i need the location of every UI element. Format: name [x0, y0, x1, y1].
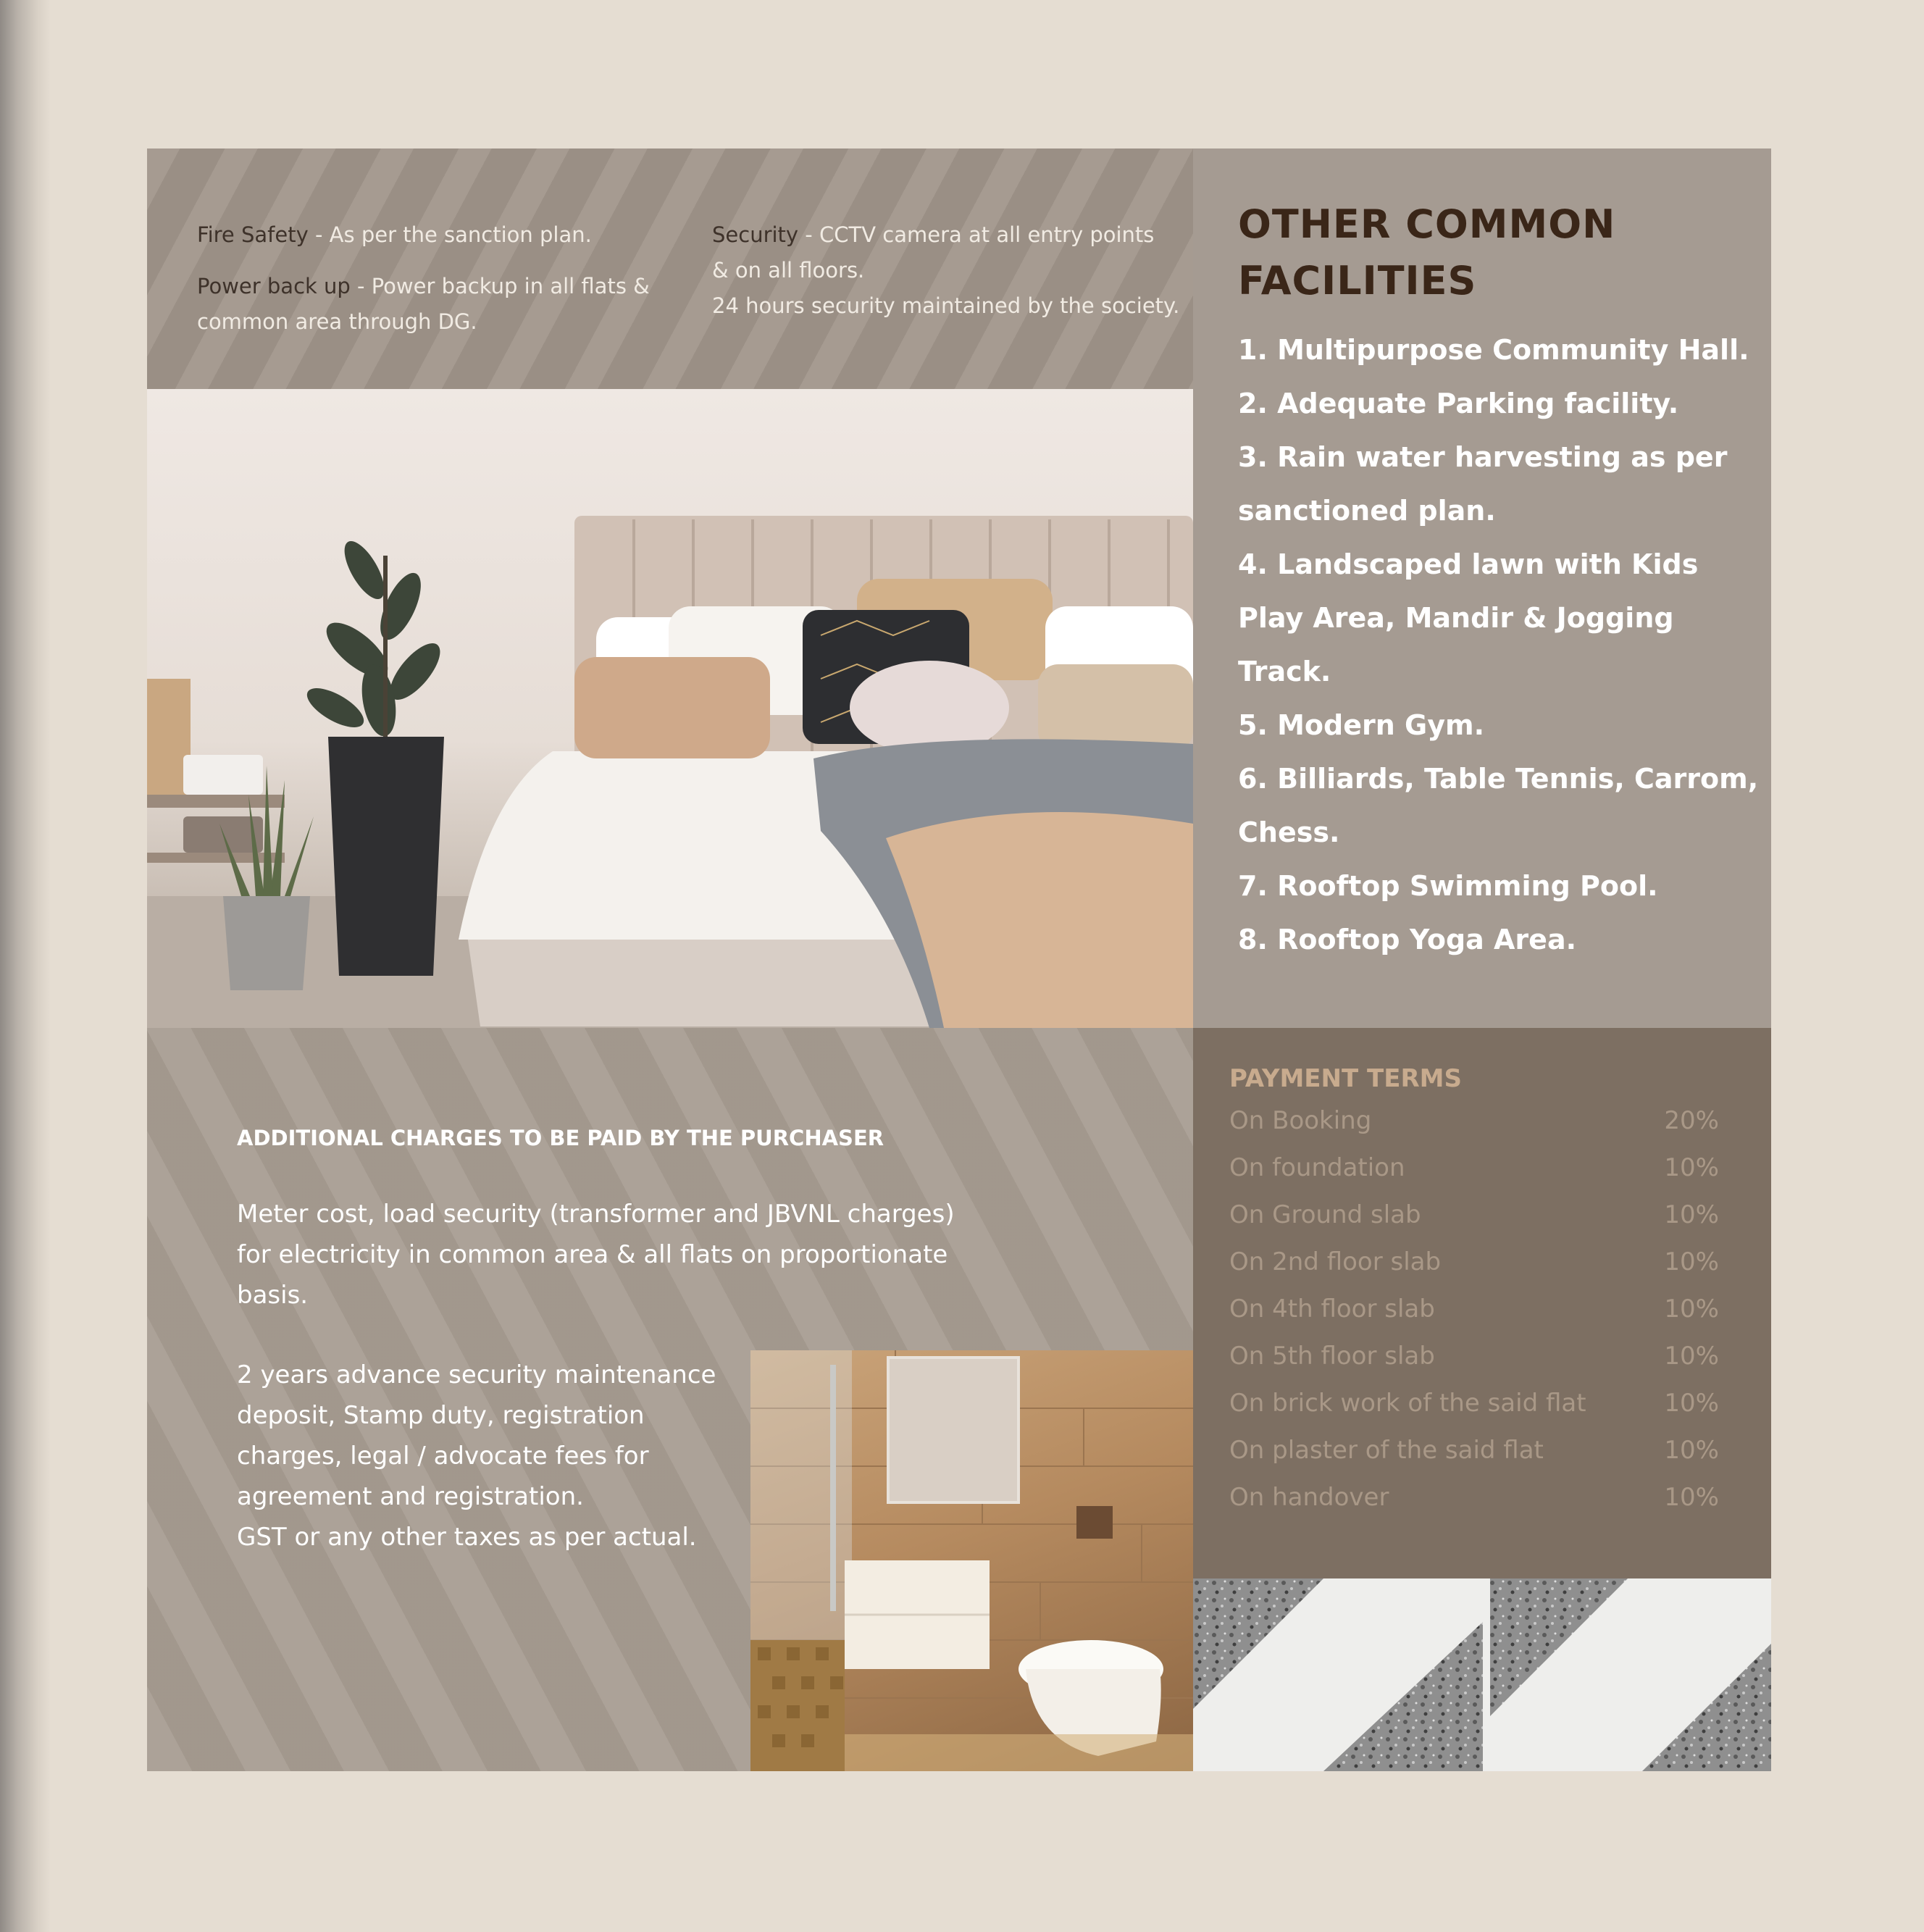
- facilities-title-line-1: OTHER COMMON: [1238, 201, 1616, 247]
- payment-row-label: On 5th floor slab: [1229, 1342, 1435, 1371]
- payment-row-label: On plaster of the said flat: [1229, 1436, 1544, 1465]
- charges-para2-line-2: deposit, Stamp duty, registration: [237, 1401, 645, 1430]
- payment-row-label: On 2nd floor slab: [1229, 1247, 1442, 1276]
- safety-security-block: [147, 149, 1193, 389]
- payment-row-value: 10%: [1664, 1153, 1719, 1182]
- charges-para2-line-5: GST or any other taxes as per actual.: [237, 1523, 697, 1552]
- facility-item-8: 8. Rooftop Yoga Area.: [1238, 924, 1577, 955]
- security-text: - CCTV camera at all entry points: [798, 222, 1155, 247]
- charges-para2-line-4: agreement and registration.: [237, 1482, 584, 1511]
- payment-row-label: On Booking: [1229, 1106, 1372, 1135]
- power-backup-text-2: common area through DG.: [197, 309, 477, 334]
- payment-row-value: 10%: [1664, 1247, 1719, 1276]
- facilities-title-line-2: FACILITIES: [1238, 258, 1477, 304]
- fire-safety-label: Fire Safety: [197, 222, 309, 247]
- fire-safety-line: [197, 217, 592, 253]
- charges-para2-line-1: 2 years advance security maintenance: [237, 1360, 716, 1389]
- facilities-title: [1238, 196, 1745, 309]
- bedroom-illustration: [147, 389, 1193, 1028]
- other-common-facilities-panel: [1193, 149, 1771, 1028]
- bathroom-photo: [750, 1350, 1193, 1771]
- facility-item-6-cont: Chess.: [1238, 816, 1340, 848]
- payment-row-value: 10%: [1664, 1342, 1719, 1371]
- facility-item-2: 2. Adequate Parking facility.: [1238, 388, 1679, 419]
- payment-terms-panel: [1193, 1028, 1771, 1578]
- power-backup-label: Power back up: [197, 274, 351, 298]
- fire-safety-text: - As per the sanction plan.: [308, 222, 592, 247]
- payment-row-label: On brick work of the said flat: [1229, 1389, 1586, 1418]
- book-spine-shadow: [0, 0, 51, 1932]
- facility-item-3-cont: sanctioned plan.: [1238, 495, 1496, 527]
- facility-item-7: 7. Rooftop Swimming Pool.: [1238, 870, 1658, 902]
- additional-charges-heading: ADDITIONAL CHARGES TO BE PAID BY THE PURCHASER: [237, 1126, 884, 1150]
- terrazzo-pattern: [1193, 1578, 1771, 1771]
- payment-row-label: On 4th floor slab: [1229, 1295, 1435, 1323]
- power-backup-text: - Power backup in all flats &: [350, 274, 650, 298]
- payment-terms-title: PAYMENT TERMS: [1229, 1064, 1462, 1093]
- security-line: [712, 217, 1154, 253]
- payment-row-label: On Ground slab: [1229, 1200, 1421, 1229]
- security-text-2: & on all floors.: [712, 258, 865, 283]
- brochure-page: [147, 149, 1771, 1771]
- facility-item-5: 5. Modern Gym.: [1238, 709, 1485, 741]
- charges-para2-line-3: charges, legal / advocate fees for: [237, 1442, 649, 1471]
- facility-item-4-cont-2: Track.: [1238, 656, 1331, 687]
- payment-row-value: 10%: [1664, 1200, 1719, 1229]
- facility-item-4: 4. Landscaped lawn with Kids: [1238, 548, 1699, 580]
- bathroom-illustration: [750, 1350, 1193, 1771]
- facility-item-1: 1. Multipurpose Community Hall.: [1238, 334, 1749, 366]
- charges-para1-line-2: for electricity in common area & all flats on proportionate: [237, 1240, 948, 1269]
- charges-para1-line-1: Meter cost, load security (transformer and JBVNL charges): [237, 1200, 955, 1229]
- bedroom-photo: [147, 389, 1193, 1028]
- payment-row-value: 10%: [1664, 1436, 1719, 1465]
- payment-row-label: On handover: [1229, 1483, 1389, 1512]
- facility-item-6: 6. Billiards, Table Tennis, Carrom,: [1238, 763, 1759, 795]
- payment-row-value: 10%: [1664, 1295, 1719, 1323]
- facility-item-4-cont: Play Area, Mandir & Jogging: [1238, 602, 1674, 634]
- security-text-3: 24 hours security maintained by the society.: [712, 293, 1180, 318]
- payment-row-label: On foundation: [1229, 1153, 1405, 1182]
- terrazzo-tile-image: [1193, 1578, 1771, 1771]
- facility-item-3: 3. Rain water harvesting as per: [1238, 441, 1728, 473]
- power-backup-line: [197, 268, 650, 304]
- payment-row-value: 10%: [1664, 1483, 1719, 1512]
- security-label: Security: [712, 222, 799, 247]
- payment-row-value: 20%: [1664, 1106, 1719, 1135]
- charges-para1-line-3: basis.: [237, 1281, 309, 1310]
- payment-row-value: 10%: [1664, 1389, 1719, 1418]
